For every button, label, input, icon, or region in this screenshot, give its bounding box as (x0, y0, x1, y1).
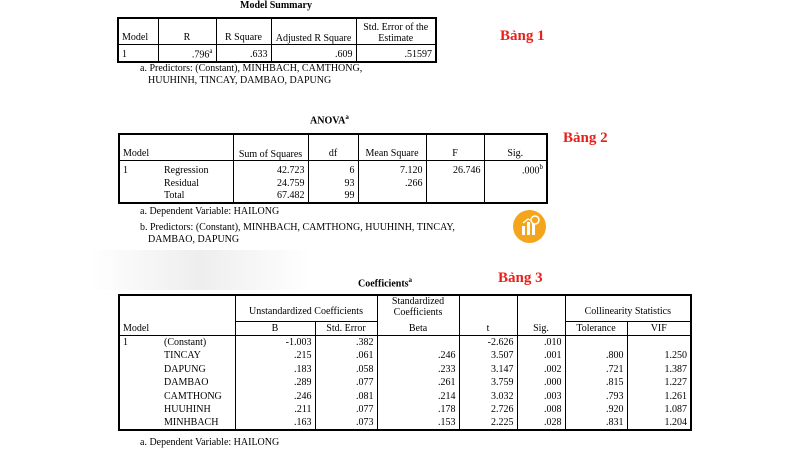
cell-ms (358, 190, 426, 203)
table-label-2: Bảng 2 (563, 130, 608, 146)
cell-sig: .000$^b$ (484, 160, 547, 177)
cell-sig: .001 (517, 349, 565, 363)
cell-df: 93 (308, 177, 358, 190)
cell-ss: 67.482 (233, 190, 308, 203)
coefficients-note: a. Dependent Variable: HAILONG (140, 437, 280, 448)
cell-sig: .008 (517, 403, 565, 417)
cell-tolerance: .831 (565, 416, 627, 430)
row-label: DAPUNG (164, 363, 206, 375)
cell-t: 3.759 (459, 376, 517, 390)
header-collinearity: Collinearity Statistics (565, 295, 691, 321)
cell-ms: .266 (358, 177, 426, 190)
cell-se: .058 (315, 362, 377, 376)
cell-adj-r-square: .609 (271, 44, 356, 62)
table-row (119, 389, 691, 403)
header-sum-of-squares: Sum of Squares (233, 134, 308, 160)
anova-title: ANOVA$^a$ (310, 113, 349, 127)
header-tolerance: Tolerance (565, 321, 627, 335)
cell-sig: .003 (517, 389, 565, 403)
table-label-3: Bảng 3 (498, 270, 543, 286)
cell-sig (484, 177, 547, 190)
cell-model-number: 1 (123, 336, 128, 348)
cell-b: .289 (235, 376, 315, 390)
anova-notes (140, 206, 455, 246)
cell-std-error: .51597 (356, 44, 436, 62)
note-line: b. Predictors: (Constant), MINHBACH, CAMTHONG, HUUHINH, TINCAY, (140, 222, 455, 233)
header-sig: Sig. (517, 321, 565, 335)
cell-b: .215 (235, 349, 315, 363)
row-label-regression: Regression (164, 164, 209, 176)
header-model: Model (119, 321, 235, 335)
header-f: F (426, 134, 484, 160)
watermark-logo-icon (513, 210, 546, 243)
model-summary-note (140, 63, 362, 87)
cell-f: 26.746 (426, 160, 484, 177)
cell-df: 6 (308, 160, 358, 177)
cell-f (426, 177, 484, 190)
row-label: TINCAY (164, 350, 201, 361)
cell-se: .081 (315, 389, 377, 403)
cell-t: 3.032 (459, 389, 517, 403)
model-summary-title: Model Summary (240, 0, 312, 11)
header-standardized: Standardized Coefficients (377, 295, 459, 321)
cell-t: 2.225 (459, 416, 517, 430)
cell-sig: .002 (517, 362, 565, 376)
cell-tolerance: .920 (565, 403, 627, 417)
cell-beta: .214 (377, 389, 459, 403)
model-summary-table (117, 17, 437, 63)
cell-f (426, 190, 484, 203)
header-b: B (235, 321, 315, 335)
cell-tolerance: .800 (565, 349, 627, 363)
header-sig: Sig. (484, 134, 547, 160)
cell-ss: 42.723 (233, 160, 308, 177)
cell-r-square: .633 (216, 44, 271, 62)
cell-t: -2.626 (459, 335, 517, 349)
note-line: a. Dependent Variable: HAILONG (140, 206, 280, 217)
cell-se: .061 (315, 349, 377, 363)
table-label-1: Bảng 1 (500, 28, 545, 44)
anova-table (118, 133, 548, 204)
header-r: R (158, 18, 216, 44)
cell-beta (377, 335, 459, 349)
cell-tolerance: .721 (565, 362, 627, 376)
cell-se: .077 (315, 403, 377, 417)
cell-t: 3.507 (459, 349, 517, 363)
cell-se: .077 (315, 376, 377, 390)
cell-sig: .000 (517, 376, 565, 390)
cell-se: .073 (315, 416, 377, 430)
cell-ss: 24.759 (233, 177, 308, 190)
cell-sig: .028 (517, 416, 565, 430)
header-beta: Beta (377, 321, 459, 335)
cell-sig: .010 (517, 335, 565, 349)
cell-r: .796$^a$ (158, 44, 216, 62)
cell-beta: .246 (377, 349, 459, 363)
cell-vif: 1.227 (627, 376, 691, 390)
coefficients-table (118, 294, 692, 431)
table-row (119, 416, 691, 430)
cell-ms: 7.120 (358, 160, 426, 177)
header-r-square: R Square (216, 18, 271, 44)
row-label: (Constant) (164, 336, 207, 348)
note-line: a. Predictors: (Constant), MINHBACH, CAMTHONG, (140, 63, 363, 74)
header-model: Model (119, 134, 233, 160)
header-model: Model (118, 18, 158, 44)
table-row (119, 376, 691, 390)
cell-beta: .261 (377, 376, 459, 390)
cell-tolerance: .793 (565, 389, 627, 403)
coefficients-title: Coefficients$^a$ (358, 276, 413, 290)
table-row (119, 362, 691, 376)
note-line: DAMBAO, DAPUNG (148, 234, 240, 245)
row-label: DAMBAO (164, 377, 209, 388)
background-blur (90, 250, 310, 290)
cell-b: -1.003 (235, 335, 315, 349)
cell-t: 2.726 (459, 403, 517, 417)
header-mean-square: Mean Square (358, 134, 426, 160)
row-label-residual: Residual (164, 177, 199, 189)
row-label: CAMTHONG (164, 390, 222, 402)
row-label: MINHBACH (164, 416, 219, 428)
cell-vif: 1.261 (627, 389, 691, 403)
header-std-error: Std. Error of the Estimate (356, 18, 436, 44)
cell-tolerance: .815 (565, 376, 627, 390)
table-row (119, 349, 691, 363)
row-label-total: Total (164, 189, 185, 201)
header-unstandardized: Unstandardized Coefficients (235, 295, 377, 321)
cell-vif: 1.387 (627, 362, 691, 376)
cell-b: .163 (235, 416, 315, 430)
cell-df: 99 (308, 190, 358, 203)
row-label: HUUHINH (164, 404, 211, 415)
cell-sig (484, 190, 547, 203)
cell-b: .246 (235, 389, 315, 403)
cell-beta: .233 (377, 362, 459, 376)
cell-model: 1 (122, 48, 127, 60)
cell-se: .382 (315, 335, 377, 349)
cell-b: .211 (235, 403, 315, 417)
cell-tolerance (565, 335, 627, 349)
table-row (119, 403, 691, 417)
header-std-error: Std. Error (315, 321, 377, 335)
header-t: t (459, 321, 517, 335)
header-adj-r-square: Adjusted R Square (271, 18, 356, 44)
table-row (119, 335, 691, 349)
header-df: df (308, 134, 358, 160)
cell-vif: 1.250 (627, 349, 691, 363)
cell-model-number: 1 (123, 164, 128, 176)
cell-vif (627, 335, 691, 349)
cell-beta: .178 (377, 403, 459, 417)
note-line: HUUHINH, TINCAY, DAMBAO, DAPUNG (148, 75, 332, 86)
cell-beta: .153 (377, 416, 459, 430)
cell-vif: 1.087 (627, 403, 691, 417)
cell-b: .183 (235, 362, 315, 376)
header-vif: VIF (627, 321, 691, 335)
cell-vif: 1.204 (627, 416, 691, 430)
cell-t: 3.147 (459, 362, 517, 376)
